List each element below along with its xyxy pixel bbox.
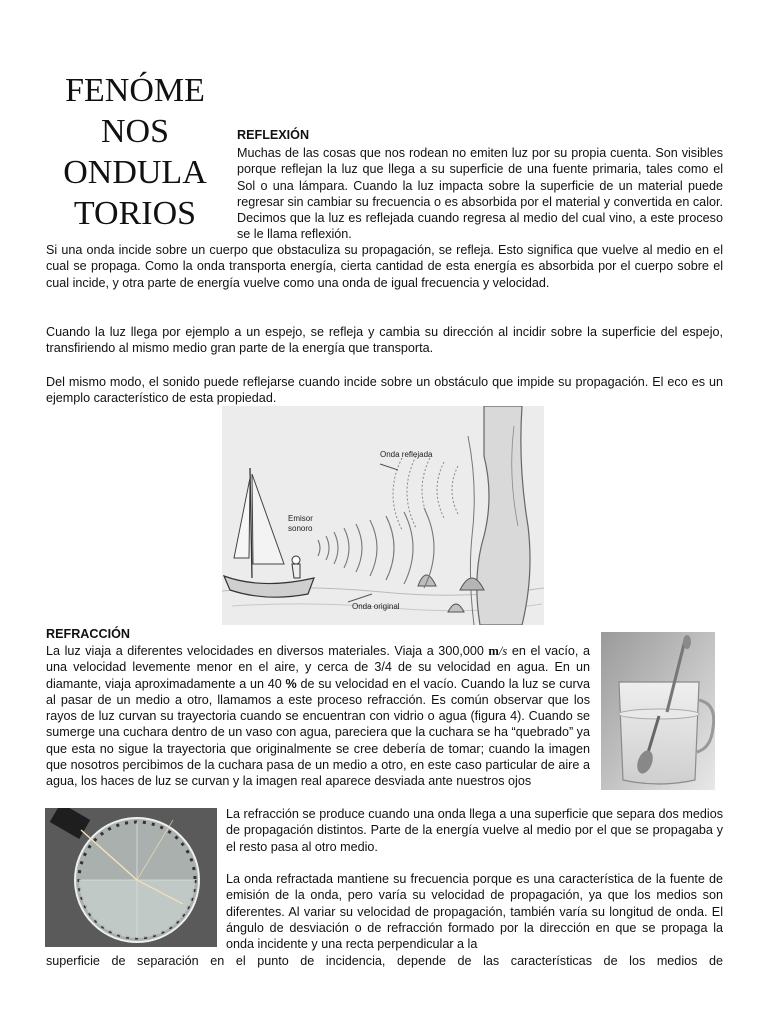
spoon-in-glass-drawing — [601, 632, 715, 790]
label-emitter-line-2: sonoro — [288, 524, 313, 533]
spoon-in-glass-photo — [601, 632, 715, 790]
label-original-wave: Onda original — [352, 602, 400, 611]
echo-illustration — [222, 406, 544, 625]
reflexion-paragraph-2: Cuando la luz llega por ejemplo a un espejo, se refleja y cambia su dirección al incidir sobre la superficie del espejo, transfiriendo al mismo medio gran parte de la energía que transporta. — [46, 325, 723, 356]
refraccion-paragraph-2: La refracción se produce cuando una onda llega a una superficie que separa dos medios de propagación distintos. Parte de la energía vuelve al medio por el que se propagaba y el resto pasa al otro medio. — [226, 807, 723, 854]
label-emitter-line-1: Emisor — [288, 514, 313, 523]
refraccion-paragraph-4: superficie de separación en el punto de incidencia, depende de las características de los medios de — [46, 954, 723, 968]
echo-illustration-drawing — [222, 406, 544, 625]
page-title: FENÓME NOS ONDULA TORIOS — [63, 72, 207, 232]
label-reflected-wave: Onda reflejada — [380, 450, 433, 459]
refraccion-paragraph-1: La luz viaja a diferentes velocidades en diversos materiales. Viaja a 300,000 m/s en el vacío, a una velocidad levemente menor en el aire, y cerca de 3/4 de su velocidad en agua. En un diamante, viaja aproximadamente a un 40 % de su velocidad en el vacío. Cuando la luz se curva al pasar de un medio a otro, llamamos a este proceso refracción. Es común observar que los rayos de luz curvan su trayectoria cuando se encuentran con vidrio o agua (figura 4). Cuando se sumerge una cuchara dentro de un vaso con agua, pareciera que la cuchara se ha “quebrado” ya que esta no sigue la trayectoria que originalmente se cree debería de tomar; cuando la imagen que nosotros percibimos de la cuchara pasa de un medio a otro, en este caso particular de aire a agua, los haces de luz se curvan y la imagen real aparece desviada ante nuestros ojos — [46, 644, 591, 789]
reflexion-intro: Muchas de las cosas que nos rodean no emiten luz por su propia cuenta. Son visibles porque reflejan la luz que llega a su superficie de una fuente primaria, tales como el Sol o una lámpara. Cuando la luz impacta sobre la superficie de un material puede regresar sin cambiar su frecuencia o es absorbida por el material y convertida en calor. Decimos que la luz es reflejada cuando regresa al medio del cual vino, a este proceso se le llama reflexión. — [237, 146, 723, 242]
refraction-disk-drawing — [45, 808, 217, 947]
refraccion-paragraph-3: La onda refractada mantiene su frecuencia porque es una característica de la fuente de emisión de la onda, pero varía su velocidad de propagación, ya que los medios son diferentes. Al variar su velocidad de propagación, también varía su longitud de onda. El ángulo de desviación o de refracción formado por la dirección en que se propaga la onda incidente y una recta perpendicular a la — [226, 872, 723, 952]
refraccion-heading: REFRACCIÓN — [46, 627, 130, 641]
refraction-disk-photo — [45, 808, 217, 947]
reflexion-paragraph-1: Si una onda incide sobre un cuerpo que obstaculiza su propagación, se refleja. Esto significa que vuelve al medio en el cual se propaga. Como la onda transporta energía, cierta cantidad de esta energía es absorbida por el cuerpo sobre el cual incide, y otra parte de energía vuelve como una onda de igual frecuencia y velocidad. — [46, 243, 723, 290]
reflexion-heading: REFLEXIÓN — [237, 128, 310, 142]
reflexion-paragraph-3: Del mismo modo, el sonido puede reflejarse cuando incide sobre un obstáculo que impide su propagación. El eco es un ejemplo característico de esta propiedad. — [46, 375, 723, 406]
